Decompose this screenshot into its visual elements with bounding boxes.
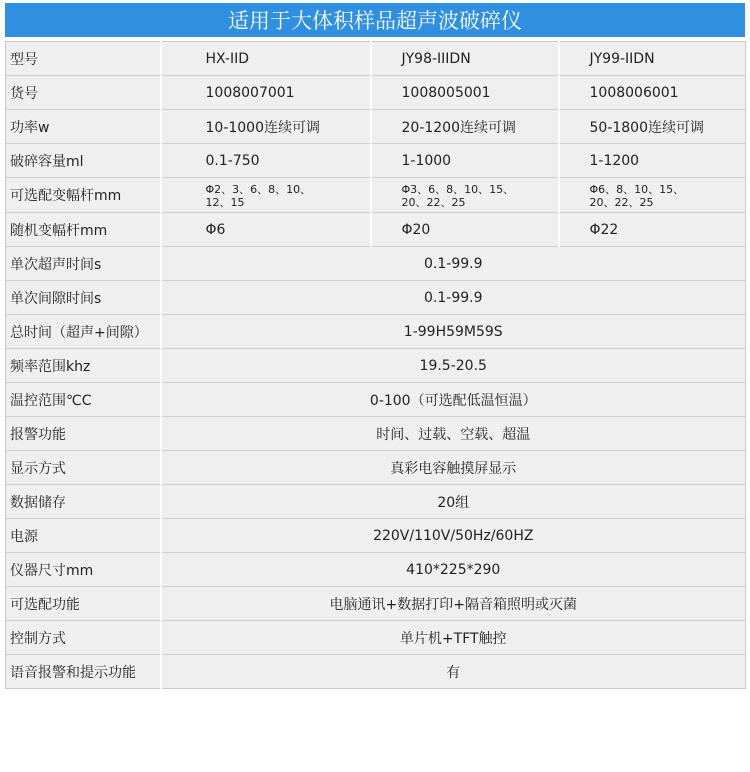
row-value: 0.1-99.9 [161, 281, 746, 315]
row-label: 控制方式 [6, 621, 161, 655]
spec-row [6, 655, 746, 689]
row-label: 报警功能 [6, 417, 161, 451]
model-value: Φ3、6、8、10、15、20、22、25 [371, 178, 559, 213]
row-label: 单次超声时间s [6, 247, 161, 281]
model-value: JY99-IIDN [559, 42, 746, 76]
row-label: 频率范围khz [6, 349, 161, 383]
row-label: 随机变幅杆mm [6, 213, 161, 247]
spec-row [6, 553, 746, 587]
spec-sheet [5, 3, 745, 689]
model-row [6, 144, 746, 178]
row-value: 0.1-99.9 [161, 247, 746, 281]
row-label: 型号 [6, 42, 161, 76]
row-label: 货号 [6, 76, 161, 110]
spec-row [6, 519, 746, 553]
row-label: 总时间（超声+间隙） [6, 315, 161, 349]
model-value: 20-1200连续可调 [371, 110, 559, 144]
model-row [6, 42, 746, 76]
row-value: 真彩电容触摸屏显示 [161, 451, 746, 485]
model-value: Φ6、8、10、15、20、22、25 [559, 178, 746, 213]
model-value: 10-1000连续可调 [161, 110, 371, 144]
row-label: 仪器尺寸mm [6, 553, 161, 587]
row-value: 时间、过载、空载、超温 [161, 417, 746, 451]
model-value: JY98-IIIDN [371, 42, 559, 76]
row-label: 电源 [6, 519, 161, 553]
model-row [6, 213, 746, 247]
model-value: Φ2、3、6、8、10、12、15 [161, 178, 371, 213]
spec-row [6, 451, 746, 485]
row-value: 220V/110V/50Hz/60HZ [161, 519, 746, 553]
row-value: 19.5-20.5 [161, 349, 746, 383]
row-value: 电脑通讯+数据打印+隔音箱照明或灭菌 [161, 587, 746, 621]
spec-row [6, 281, 746, 315]
row-label: 可选配变幅杆mm [6, 178, 161, 213]
model-value: 50-1800连续可调 [559, 110, 746, 144]
spec-row [6, 383, 746, 417]
row-label: 功率w [6, 110, 161, 144]
spec-table [5, 41, 746, 689]
model-value: Φ22 [559, 213, 746, 247]
row-value: 单片机+TFT触控 [161, 621, 746, 655]
row-label: 语音报警和提示功能 [6, 655, 161, 689]
spec-row [6, 349, 746, 383]
model-value: 1008006001 [559, 76, 746, 110]
model-value: 1008005001 [371, 76, 559, 110]
row-value: 20组 [161, 485, 746, 519]
model-value: Φ6 [161, 213, 371, 247]
model-value: HX-IID [161, 42, 371, 76]
model-value: 1-1000 [371, 144, 559, 178]
spec-row [6, 621, 746, 655]
model-value: 0.1-750 [161, 144, 371, 178]
row-value: 410*225*290 [161, 553, 746, 587]
model-value: 1-1200 [559, 144, 746, 178]
spec-row [6, 485, 746, 519]
spec-row [6, 417, 746, 451]
row-label: 可选配功能 [6, 587, 161, 621]
spec-row [6, 315, 746, 349]
model-row [6, 76, 746, 110]
row-value: 有 [161, 655, 746, 689]
model-value: Φ20 [371, 213, 559, 247]
spec-row [6, 587, 746, 621]
row-label: 温控范围℃C [6, 383, 161, 417]
spec-title: 适用于大体积样品超声波破碎仪 [5, 3, 745, 37]
row-label: 数据储存 [6, 485, 161, 519]
model-row [6, 110, 746, 144]
row-label: 显示方式 [6, 451, 161, 485]
row-label: 单次间隙时间s [6, 281, 161, 315]
row-label: 破碎容量ml [6, 144, 161, 178]
spec-row [6, 247, 746, 281]
row-value: 1-99H59M59S [161, 315, 746, 349]
model-row [6, 178, 746, 213]
model-value: 1008007001 [161, 76, 371, 110]
row-value: 0-100（可选配低温恒温） [161, 383, 746, 417]
